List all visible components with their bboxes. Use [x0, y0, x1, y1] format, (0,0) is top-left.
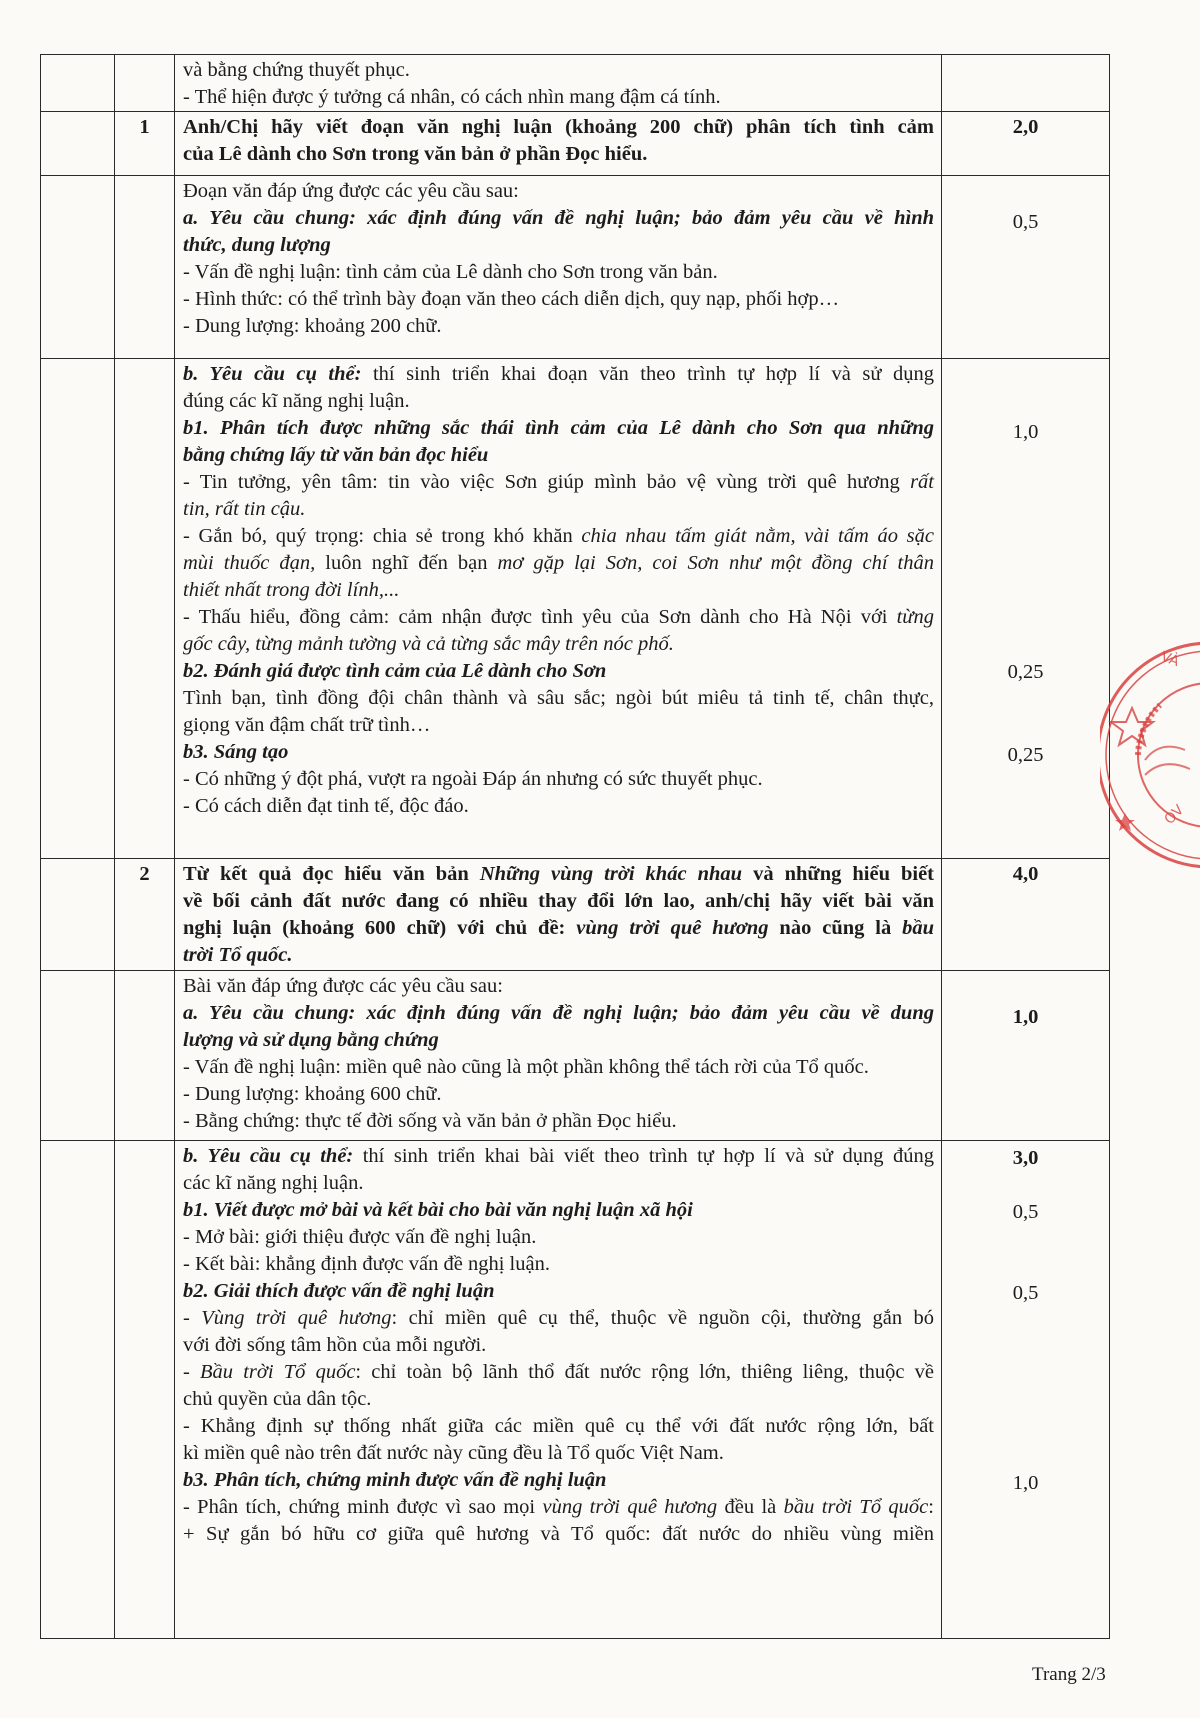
table-row: [41, 176, 1110, 359]
cell-blank: [41, 176, 115, 359]
cell-score: [942, 55, 1110, 112]
criterion-heading: b3. Phân tích, chứng minh được vấn đề nghị luận: [183, 1469, 607, 1491]
criterion-heading: b2. Giải thích được vấn đề nghị luận: [183, 1280, 495, 1302]
criterion-heading: b1. Viết được mở bài và kết bài cho bài văn nghị luận xã hội: [183, 1199, 693, 1221]
text-line: Tình bạn, tình đồng đội chân thành và sâu sắc; ngòi bút miêu tả tinh tế, chân thực,: [183, 687, 934, 709]
cell-blank: [41, 971, 115, 1141]
score: 1,0: [1012, 1006, 1039, 1028]
question-title: Anh/Chị hãy viết đoạn văn nghị luận (khoảng 200 chữ) phân tích tình cảm: [183, 116, 934, 138]
text-fragment: đều là: [717, 1496, 784, 1518]
text-line: chủ quyền của dân tộc.: [183, 1388, 372, 1410]
criterion-heading: b1. Phân tích được những sắc thái tình cảm của Lê dành cho Sơn qua những: [183, 417, 934, 439]
quote-fragment: rất: [910, 471, 934, 493]
text-line: Đoạn văn đáp ứng được các yêu cầu sau:: [183, 180, 519, 202]
score: 0,25: [1007, 744, 1044, 766]
text-line: - Dung lượng: khoảng 600 chữ.: [183, 1083, 442, 1105]
cell-question-number: [115, 859, 175, 971]
text-line: kì miền quê nào trên đất nước này cũng đều là Tổ quốc Việt Nam.: [183, 1442, 724, 1464]
score: 3,0: [1012, 1147, 1039, 1169]
official-seal-icon: [1100, 630, 1200, 880]
text-fragment: :: [928, 1496, 934, 1518]
score: 0,5: [1012, 211, 1039, 233]
cell-content: [175, 55, 942, 112]
table-row: [41, 55, 1110, 112]
cell-content: [175, 112, 942, 176]
requirement-heading: thức, dung lượng: [183, 234, 331, 256]
question-title: về bối cảnh đất nước đang có nhiều thay đổi lớn lao, anh/chị hãy viết bài văn: [183, 890, 934, 912]
text-line: - Kết bài: khẳng định được vấn đề nghị luận.: [183, 1253, 550, 1275]
cell-blank: [115, 1141, 175, 1639]
svg-text:VÀ: VÀ: [1158, 648, 1182, 671]
cell-blank: [115, 176, 175, 359]
question-number: 1: [139, 116, 150, 138]
text-line: đúng các kĩ năng nghị luận.: [183, 390, 410, 412]
cell-score: [942, 112, 1110, 176]
text-line: với đời sống tâm hồn của mỗi người.: [183, 1334, 487, 1356]
cell-score: [942, 971, 1110, 1141]
term-fragment: - Vùng trời quê hương: [183, 1307, 392, 1329]
text-fragment: luôn nghĩ đến bạn: [315, 552, 498, 574]
text-line: - Mở bài: giới thiệu được vấn đề nghị luận.: [183, 1226, 537, 1248]
score: 0,5: [1012, 1282, 1039, 1304]
text-line: các kĩ năng nghị luận.: [183, 1172, 364, 1194]
term-fragment: bầu trời Tổ quốc: [783, 1496, 929, 1518]
cell-blank: [41, 859, 115, 971]
text-fragment: nào cũng là: [768, 917, 903, 939]
cell-blank: [115, 55, 175, 112]
quote-fragment: tin, rất tin cậu.: [183, 498, 306, 520]
text-line: + Sự gắn bó hữu cơ giữa quê hương và Tổ quốc: đất nước do nhiều vùng miền: [183, 1523, 934, 1545]
title-fragment: Những vùng trời khác nhau: [479, 863, 743, 885]
cell-content: [175, 359, 942, 859]
text-line: - Dung lượng: khoảng 200 chữ.: [183, 315, 442, 337]
text-line: - Vấn đề nghị luận: tình cảm của Lê dành cho Sơn trong văn bản.: [183, 261, 718, 283]
text-fragment: nghị luận (khoảng 600 chữ) với chủ đề:: [183, 917, 577, 939]
text-line: - Khẳng định sự thống nhất giữa các miền quê cụ thể với đất nước rộng lớn, bất: [183, 1415, 934, 1437]
score: 1,0: [1012, 421, 1039, 443]
score: 0,5: [1012, 1201, 1039, 1223]
text-fragment: và những hiểu biết: [742, 863, 935, 885]
score: 4,0: [1012, 863, 1039, 885]
quote-fragment: mơ gặp lại Sơn, coi Sơn như một đồng chí thân: [497, 552, 935, 574]
text-fragment: Từ kết quả đọc hiểu văn bản: [183, 863, 480, 885]
text-fragment: - Tin tưởng, yên tâm: tin vào việc Sơn giúp mình bảo vệ vùng trời quê hương: [183, 471, 911, 493]
cell-score: [942, 859, 1110, 971]
score: 2,0: [1012, 116, 1039, 138]
requirement-heading: lượng và sử dụng bằng chứng: [183, 1029, 439, 1051]
quote-fragment: thiết nhất trong đời lính,...: [183, 579, 400, 601]
table-row: [41, 859, 1110, 971]
table-row: [41, 112, 1110, 176]
cell-blank: [41, 359, 115, 859]
text-line: Bài văn đáp ứng được các yêu cầu sau:: [183, 975, 503, 997]
text-line: - Thể hiện được ý tưởng cá nhân, có cách nhìn mang đậm cá tính.: [183, 86, 721, 108]
text-fragment: : chỉ toàn bộ lãnh thổ đất nước rộng lớn, thiêng liêng, thuộc về: [355, 1361, 934, 1383]
requirement-label: b. Yêu cầu cụ thể:: [183, 1145, 354, 1167]
cell-blank: [41, 112, 115, 176]
cell-blank: [115, 359, 175, 859]
text-line: - Hình thức: có thể trình bày đoạn văn theo cách diễn dịch, quy nạp, phối hợp…: [183, 288, 840, 310]
title-fragment: trời Tổ quốc.: [183, 944, 293, 966]
cell-content: [175, 859, 942, 971]
requirement-heading: a. Yêu cầu chung: xác định đúng vấn đề nghị luận; bảo đảm yêu cầu về hình: [183, 207, 934, 229]
requirement-label: b. Yêu cầu cụ thể:: [183, 363, 362, 385]
text-fragment: thí sinh triển khai bài viết theo trình tự hợp lí và sử dụng đúng: [353, 1145, 934, 1167]
criterion-heading: b3. Sáng tạo: [183, 741, 289, 763]
table-row: [41, 1141, 1110, 1639]
page-number: Trang 2/3: [1032, 1664, 1106, 1685]
criterion-heading: bằng chứng lấy từ văn bản đọc hiểu: [183, 444, 489, 466]
cell-question-number: [115, 112, 175, 176]
text-line: và bằng chứng thuyết phục.: [183, 59, 410, 81]
text-line: - Bằng chứng: thực tế đời sống và văn bản ở phần Đọc hiểu.: [183, 1110, 677, 1132]
quote-fragment: gốc cây, từng mảnh tường và cả từng sắc mây trên nóc phố.: [183, 633, 674, 655]
scoring-table: [40, 54, 1110, 1639]
title-fragment: vùng trời quê hương: [576, 917, 769, 939]
text-fragment: - Gắn bó, quý trọng: chia sẻ trong khó khăn: [183, 525, 582, 547]
text-line: - Có cách diễn đạt tinh tế, độc đáo.: [183, 795, 469, 817]
score: 0,25: [1007, 661, 1044, 683]
cell-content: [175, 971, 942, 1141]
text-fragment: thí sinh triển khai đoạn văn theo trình tự hợp lí và sử dụng: [361, 363, 934, 385]
cell-content: [175, 176, 942, 359]
cell-blank: [41, 55, 115, 112]
term-fragment: - Bầu trời Tổ quốc: [183, 1361, 356, 1383]
table-row: [41, 971, 1110, 1141]
title-fragment: bầu: [902, 917, 934, 939]
question-number: 2: [139, 863, 150, 885]
cell-blank: [41, 1141, 115, 1639]
cell-content: [175, 1141, 942, 1639]
table-row: [41, 359, 1110, 859]
text-line: - Vấn đề nghị luận: miền quê nào cũng là một phần không thể tách rời của Tổ quốc.: [183, 1056, 869, 1078]
score: 1,0: [1012, 1472, 1039, 1494]
quote-fragment: từng: [896, 606, 934, 628]
text-fragment: : chỉ miền quê cụ thể, thuộc về nguồn cội, thường gắn bó: [391, 1307, 934, 1329]
question-title: của Lê dành cho Sơn trong văn bản ở phần Đọc hiểu.: [183, 143, 648, 165]
svg-text:OV: OV: [1161, 802, 1188, 828]
cell-score: [942, 176, 1110, 359]
cell-blank: [115, 971, 175, 1141]
quote-fragment: mùi thuốc đạn,: [183, 552, 316, 574]
text-fragment: - Phân tích, chứng minh được vì sao mọi: [183, 1496, 543, 1518]
requirement-heading: a. Yêu cầu chung: xác định đúng vấn đề nghị luận; bảo đảm yêu cầu về dung: [183, 1002, 934, 1024]
cell-score: [942, 1141, 1110, 1639]
text-line: giọng văn đậm chất trữ tình…: [183, 714, 431, 736]
cell-score: [942, 359, 1110, 859]
term-fragment: vùng trời quê hương: [542, 1496, 718, 1518]
quote-fragment: chia nhau tấm giát nằm, vài tấm áo sặc: [581, 525, 934, 547]
criterion-heading: b2. Đánh giá được tình cảm của Lê dành cho Sơn: [183, 660, 607, 682]
text-fragment: - Thấu hiểu, đồng cảm: cảm nhận được tình yêu của Sơn dành cho Hà Nội với: [183, 606, 897, 628]
text-line: - Có những ý đột phá, vượt ra ngoài Đáp án nhưng có sức thuyết phục.: [183, 768, 763, 790]
